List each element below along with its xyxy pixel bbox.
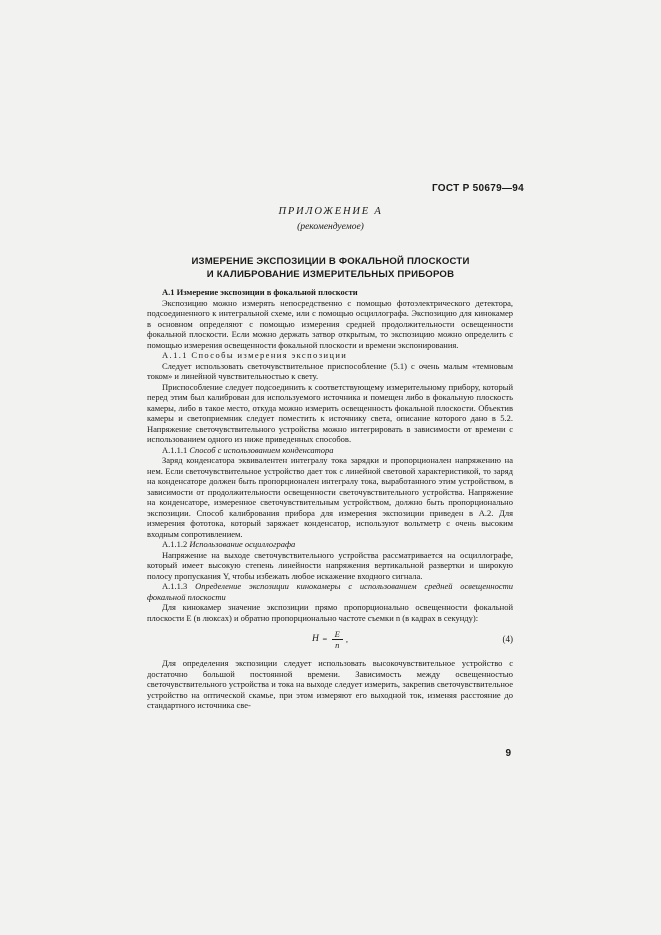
formula-numerator: E xyxy=(332,629,343,640)
formula-denominator: n xyxy=(335,640,340,650)
title-line-2: И КАЛИБРОВАНИЕ ИЗМЕРИТЕЛЬНЫХ ПРИБОРОВ xyxy=(206,269,455,280)
formula-equals: = xyxy=(321,634,328,645)
body-text xyxy=(147,287,513,711)
formula-fraction xyxy=(332,629,343,650)
paragraph: Для определения экспозиции следует использовать высокочувствительное устройство с достаточно большой постоянной времени. Зависимость между освещенностью светочувствительного устройства и тока на выходе следует измерить, закрепив светочувствительное устройство на оптической скамье, при этом измеряют его выходной ток, изменяя расстояние до стандартного источника све- xyxy=(147,658,513,710)
paragraph: Заряд конденсатора эквивалентен интегралу тока зарядки и пропорционален напряжению на нем. Если светочувствительное устройство дает ток с линейной световой характеристикой, то заряд на конденсаторе должен быть пропорционален интегралу тока, выработанного этим устройством, в зависимости от продолжительности освещенности светочувствительного устройства. Напряжение на конденсаторе, измеренное светочувствительным устройством, должно быть пропорционально экспозиции. Способ калибрования прибора для измерения экспозиции приведен в А.2. Для измерения фототока, который заряжает конденсатор, используют вольтметр с очень высоким входным сопротивлением. xyxy=(147,455,513,539)
section-heading-a11: А.1.1 Способы измерения экспозиции xyxy=(162,350,348,360)
standard-number: ГОСТ Р 50679—94 xyxy=(431,183,524,194)
paragraph: Напряжение на выходе светочувствительного устройства рассматривается на осциллографе, который имеет высокую степень линейности напряжения вертикальной развертки и широкую полосу пропускания Y, чтобы избежать любое искажение входного сигнала. xyxy=(147,549,513,581)
document-title xyxy=(0,255,661,281)
section-heading-a1: А.1 Измерение экспозиции в фокальной плоскости xyxy=(162,287,358,297)
section-heading-text: Способ с использованием конденсатора xyxy=(189,444,334,455)
equation-number: (4) xyxy=(502,634,513,645)
appendix-title: ПРИЛОЖЕНИЕ А xyxy=(278,206,383,217)
section-number: А.1.1.2 xyxy=(162,539,188,549)
formula xyxy=(147,626,513,653)
paragraph: Для кинокамер значение экспозиции прямо пропорционально освещенности фокальной плоскости E (в люксах) и обратно пропорционально частоте съемки n (в кадрах в секунду): xyxy=(147,602,513,623)
paragraph: Экспозицию можно измерять непосредственно с помощью фотоэлектрического детектора, подсоединенного к интегральной схеме, или с помощью осциллографа. Экспозицию для кинокамер в основном определяют с помощью измерения средней продолжительности освещенности фокальной плоскости. Если можно держать затвор открытым, то экспозицию можно определить с помощью измерения освещенности фокальной плоскости и времени экспонирования. xyxy=(147,297,513,350)
section-heading-a112 xyxy=(147,539,513,550)
section-heading-text: Определение экспозиции кинокамеры с использованием средней освещенности фокальной плоскости xyxy=(147,581,513,602)
appendix-subtitle: (рекомендуемое) xyxy=(297,222,364,232)
section-heading-text: Использование осциллографа xyxy=(189,539,296,549)
section-heading-a111 xyxy=(147,445,513,456)
formula-comma: , xyxy=(345,634,348,645)
section-heading-a113 xyxy=(147,581,513,602)
section-number: А.1.1.1 xyxy=(162,444,188,455)
paragraph: Следует использовать светочувствительное приспособление (5.1) с очень малым «темновым током» и линейной чувствительностью к свету. xyxy=(147,360,513,381)
section-number: А.1.1.3 xyxy=(162,581,188,591)
page-number: 9 xyxy=(505,748,511,759)
formula-lhs: H xyxy=(312,634,319,645)
paragraph: Приспособление следует подсоединить к соответствующему измерительному прибору, который перед этим был калиброван для используемого источника и помещен либо в фокальную плоскость камеры, либо в такое место, откуда можно измерить освещенность фокальной плоскости. Объектив камеры и светоприемник следует поместить к источнику света, описание которого дано в 5.2. Напряжение светочувствительного устройства можно интегрировать в зависимости от времени с использованием одного из ниже приведенных способов. xyxy=(147,381,513,444)
title-line-1: ИЗМЕРЕНИЕ ЭКСПОЗИЦИИ В ФОКАЛЬНОЙ ПЛОСКОСТИ xyxy=(191,256,470,267)
